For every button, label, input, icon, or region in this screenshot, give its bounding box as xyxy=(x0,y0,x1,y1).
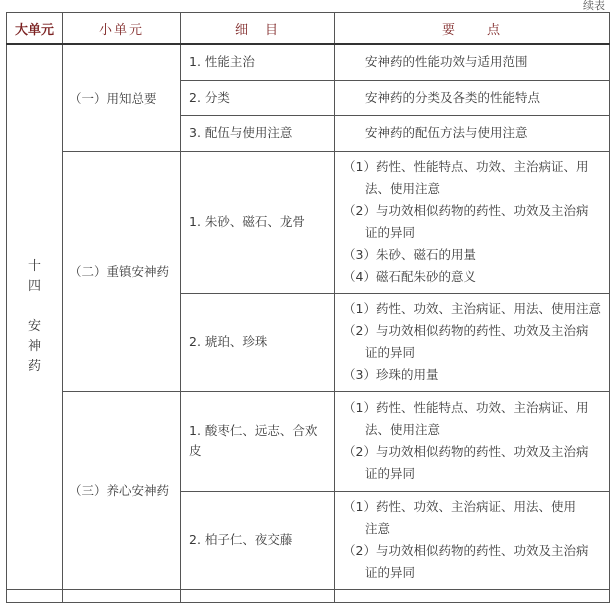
detail-line: 1. 酸枣仁、远志、合欢 xyxy=(189,423,318,438)
table-row xyxy=(7,391,610,491)
unit-spacer xyxy=(7,297,62,317)
point-line: 证的异同 xyxy=(365,466,416,481)
empty-cell xyxy=(335,589,610,602)
detail-cell xyxy=(181,293,335,391)
subunit-cell: （三）养心安神药 xyxy=(63,391,181,589)
detail-cell xyxy=(181,491,335,589)
point-line: 法、使用注意 xyxy=(365,422,441,437)
detail-line: 1. 朱砂、磁石、龙骨 xyxy=(189,214,305,229)
detail-cell xyxy=(181,115,335,151)
header-subunit: 小单元 xyxy=(63,13,181,45)
point-line: （1）药性、功效、主治病证、用法、使用注意 xyxy=(343,301,601,316)
header-points: 要 点 xyxy=(335,13,610,45)
table-row xyxy=(7,151,610,293)
header-detail: 细 目 xyxy=(181,13,335,45)
point-line: 安神药的配伍方法与使用注意 xyxy=(365,125,528,140)
unit-char: 神 xyxy=(27,338,41,354)
point-line: （1）药性、性能特点、功效、主治病证、用 xyxy=(343,400,589,415)
point-line: 证的异同 xyxy=(365,225,416,240)
point-line: 证的异同 xyxy=(365,345,416,360)
point-line: （1）药性、功效、主治病证、用法、使用 xyxy=(343,499,576,514)
point-line: 法、使用注意 xyxy=(365,181,441,196)
point-line: （4）磁石配朱砂的意义 xyxy=(343,269,476,284)
points-cell xyxy=(335,44,610,80)
detail-line: 3. 配伍与使用注意 xyxy=(189,125,293,140)
unit-char: 四 xyxy=(27,278,41,294)
table-row-partial xyxy=(7,589,610,602)
unit-char: 十 xyxy=(27,258,41,274)
syllabus-table xyxy=(6,12,610,603)
point-line: （2）与功效相似药物的药性、功效及主治病 xyxy=(343,444,589,459)
point-line: （3）珍珠的用量 xyxy=(343,367,439,382)
unit-char: 药 xyxy=(27,358,41,374)
point-line: （1）药性、性能特点、功效、主治病证、用 xyxy=(343,159,589,174)
detail-line: 2. 分类 xyxy=(189,89,230,105)
points-cell xyxy=(335,491,610,589)
unit-char: 安 xyxy=(27,318,41,334)
table-row xyxy=(7,44,610,80)
point-line: 安神药的分类及各类的性能特点 xyxy=(365,89,541,105)
empty-cell xyxy=(181,589,335,602)
points-cell xyxy=(335,391,610,491)
detail-cell xyxy=(181,391,335,491)
detail-line: 2. 琥珀、珍珠 xyxy=(189,334,268,349)
detail-cell xyxy=(181,80,335,115)
point-line: （2）与功效相似药物的药性、功效及主治病 xyxy=(343,323,589,338)
point-line: 安神药的性能功效与适用范围 xyxy=(365,54,528,70)
points-cell xyxy=(335,293,610,391)
table-header-row xyxy=(7,13,610,45)
header-unit: 大单元 xyxy=(7,13,63,45)
empty-cell xyxy=(7,589,63,602)
detail-cell xyxy=(181,44,335,80)
point-line: （2）与功效相似药物的药性、功效及主治病 xyxy=(343,203,589,218)
points-cell xyxy=(335,151,610,293)
point-line: （2）与功效相似药物的药性、功效及主治病 xyxy=(343,543,589,558)
point-line: 证的异同 xyxy=(365,565,416,580)
detail-cell xyxy=(181,151,335,293)
subunit-cell: （二）重镇安神药 xyxy=(63,151,181,391)
points-cell xyxy=(335,115,610,151)
detail-line: 2. 柏子仁、夜交藤 xyxy=(189,532,293,547)
subunit-cell: （一）用知总要 xyxy=(63,44,181,151)
point-line: 注意 xyxy=(365,521,391,536)
empty-cell xyxy=(63,589,181,602)
detail-line: 皮 xyxy=(189,443,202,458)
detail-line: 1. 性能主治 xyxy=(189,54,255,70)
unit-cell xyxy=(7,44,63,589)
continued-label: 续表 xyxy=(583,0,605,12)
point-line: （3）朱砂、磁石的用量 xyxy=(343,247,476,262)
points-cell xyxy=(335,80,610,115)
